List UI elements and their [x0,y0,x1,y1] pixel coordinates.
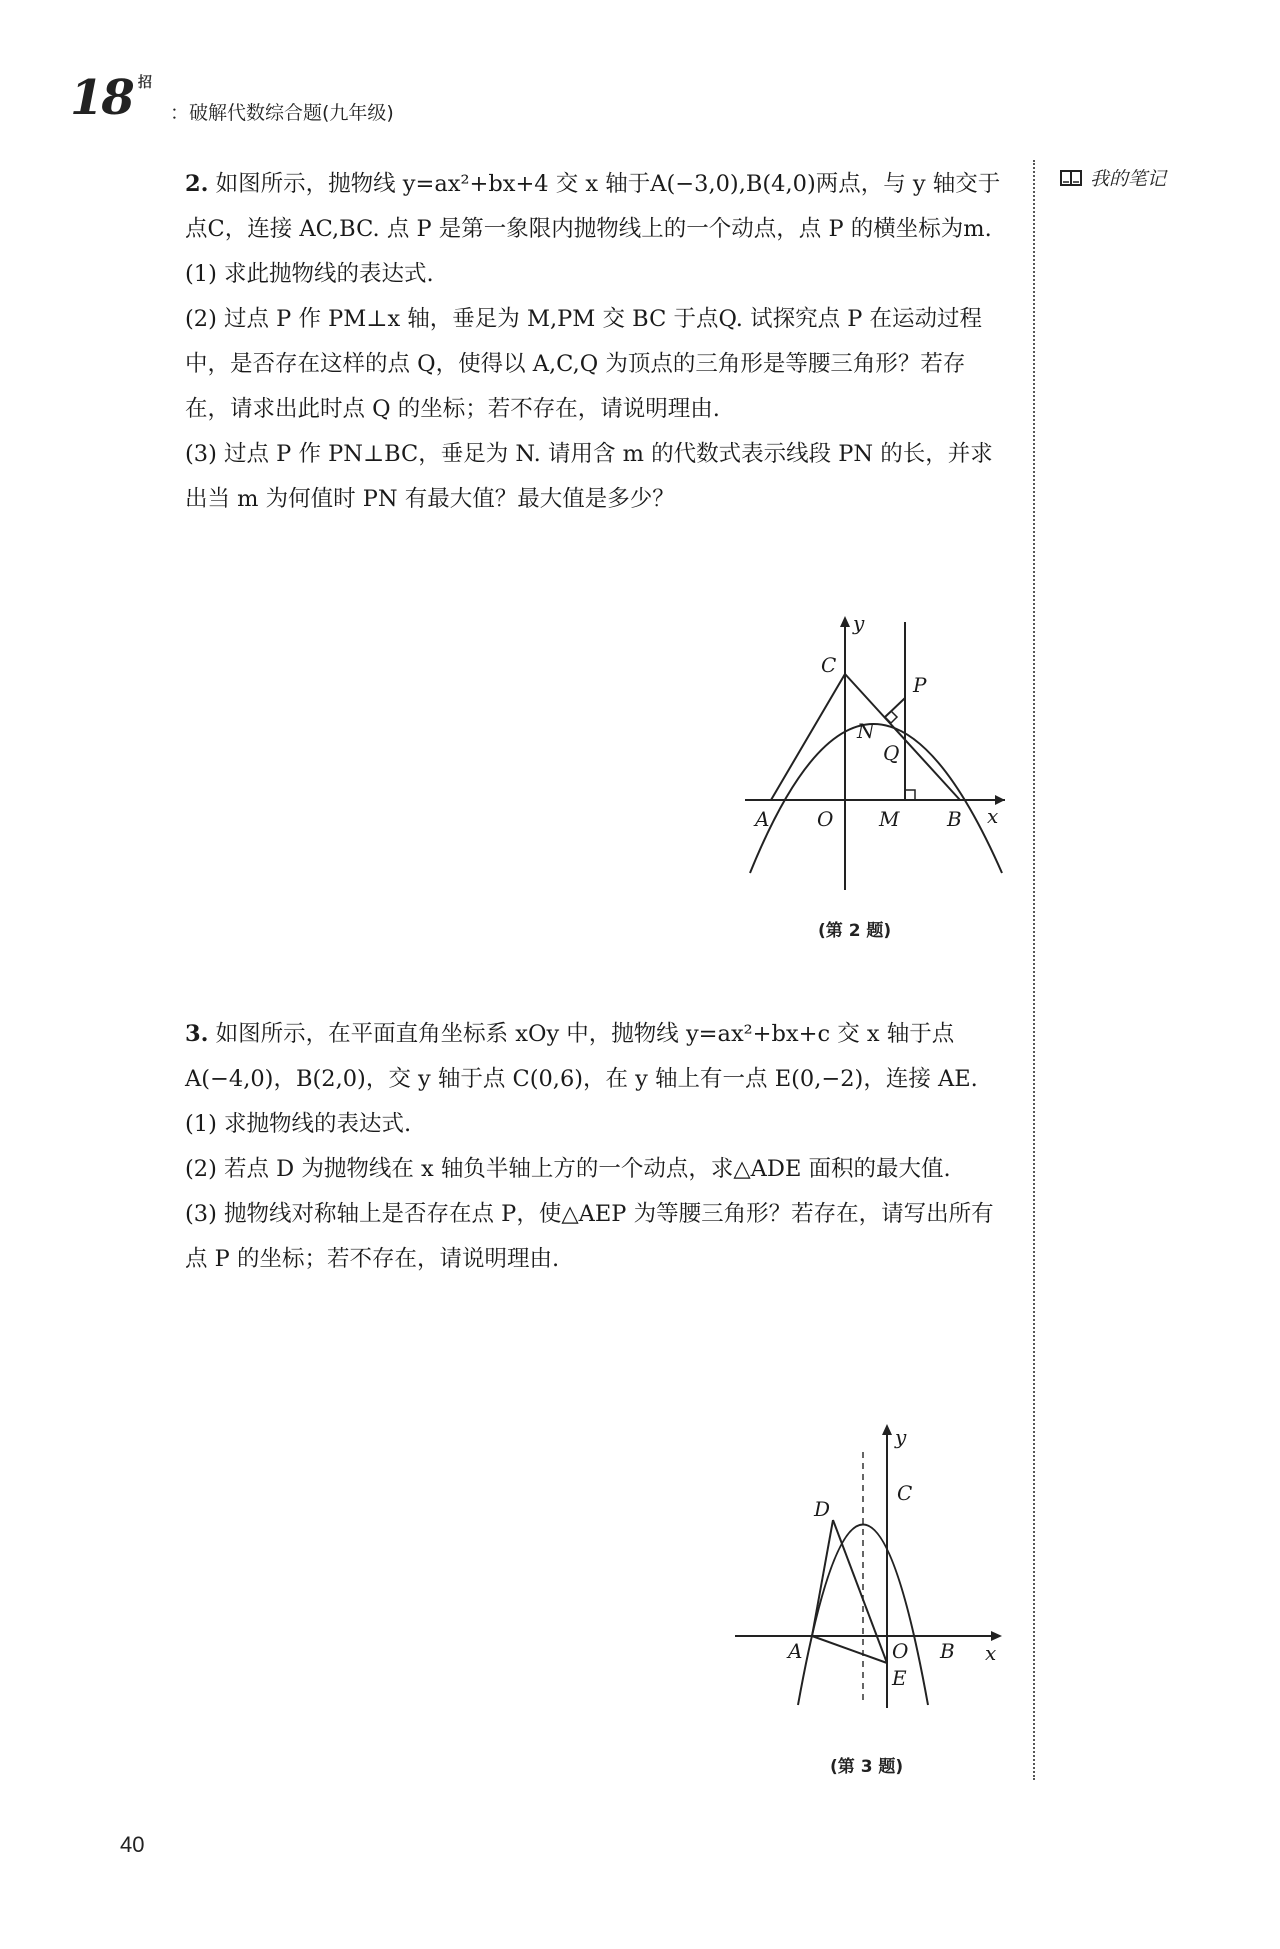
problem-2-stem [127,162,1007,252]
label-x: x [985,1641,997,1665]
problem-2-q2: (2) 过点 P 作 PM⊥x 轴，垂足为 M,PM 交 BC 于点Q. 试探究点 P 在运动过程中，是否存在这样的点 Q，使得以 A,C,Q 为顶点的三角形是等腰三角形？若存在，请求出此时点 Q 的坐标；若不存在，请说明理由. [185,306,983,422]
segment-AD [812,1520,833,1636]
problem-3-q1: (1) 求抛物线的表达式. [185,1111,412,1137]
label-O: O [892,1639,909,1663]
segment-DE [833,1520,887,1663]
segment-AE [812,1636,887,1663]
problem-3-q3: (3) 抛物线对称轴上是否存在点 P，使△AEP 为等腰三角形？若存在，请写出所有点 P 的坐标；若不存在，请说明理由. [185,1201,994,1272]
book-icon [1060,169,1082,187]
book-title: ：破解代数综合题(九年级) [170,102,394,124]
label-y: y [853,611,865,635]
problem-2-figure [715,610,1015,890]
problem-3-q2: (2) 若点 D 为抛物线在 x 轴负半轴上方的一个动点，求△ADE 面积的最大值. [185,1156,951,1182]
label-E: E [892,1666,907,1690]
label-B: B [947,807,962,831]
problem-3-caption: (第 3 题) [830,1757,904,1777]
label-x: x [987,804,999,828]
label-y: y [895,1425,907,1449]
problem-2-q3: (3) 过点 P 作 PN⊥BC，垂足为 N. 请用含 m 的代数式表示线段 PN 的长，并求出当 m 为何值时 PN 有最大值？最大值是多少？ [185,441,993,512]
label-O: O [817,807,834,831]
book-logo-number: 18 [70,70,133,126]
y-axis-arrow [882,1424,892,1435]
label-N: N [857,719,875,743]
label-A: A [755,807,770,831]
label-M: M [879,807,900,831]
problem-3-stem [127,1012,1007,1102]
problem-3-number: 3. [185,1021,209,1047]
problem-3-figure [730,1420,1010,1710]
label-A: A [788,1639,803,1663]
label-Q: Q [883,741,900,765]
right-angle-M [905,790,915,800]
notes-divider [1033,160,1035,1780]
problem-2-number: 2. [185,171,209,197]
problem-2-stem-text: 如图所示，抛物线 y=ax²+bx+4 交 x 轴于A(−3,0),B(4,0)两点，与 y 轴交于点C，连接 AC,BC. 点 P 是第一象限内抛物线上的一个动点，点 P 的横坐标为m. [185,171,1001,242]
problem-3-stem-text: 如图所示，在平面直角坐标系 xOy 中，抛物线 y=ax²+bx+c 交 x 轴于点 A(−4,0)，B(2,0)，交 y 轴于点 C(0,6)，在 y 轴上有一点 E(0,−2)，连接 AE. [185,1021,978,1092]
y-axis-arrow [840,616,850,627]
label-C: C [821,653,837,677]
problem-2-caption: (第 2 题) [818,921,892,941]
x-axis-arrow [991,1631,1002,1641]
notes-label: 我的笔记 [1090,168,1167,190]
problem-2 [127,162,1007,522]
segment-AC [771,674,845,800]
parabola [750,724,1002,873]
label-P: P [913,673,927,697]
problem-2-q1: (1) 求此抛物线的表达式. [185,261,434,287]
problem-3 [127,1012,1007,1282]
label-C: C [897,1481,913,1505]
notes-heading [1060,164,1166,191]
book-logo-char: 招 [138,75,152,91]
label-D: D [814,1497,831,1521]
page-number: 40 [120,1832,145,1857]
label-B: B [940,1639,955,1663]
